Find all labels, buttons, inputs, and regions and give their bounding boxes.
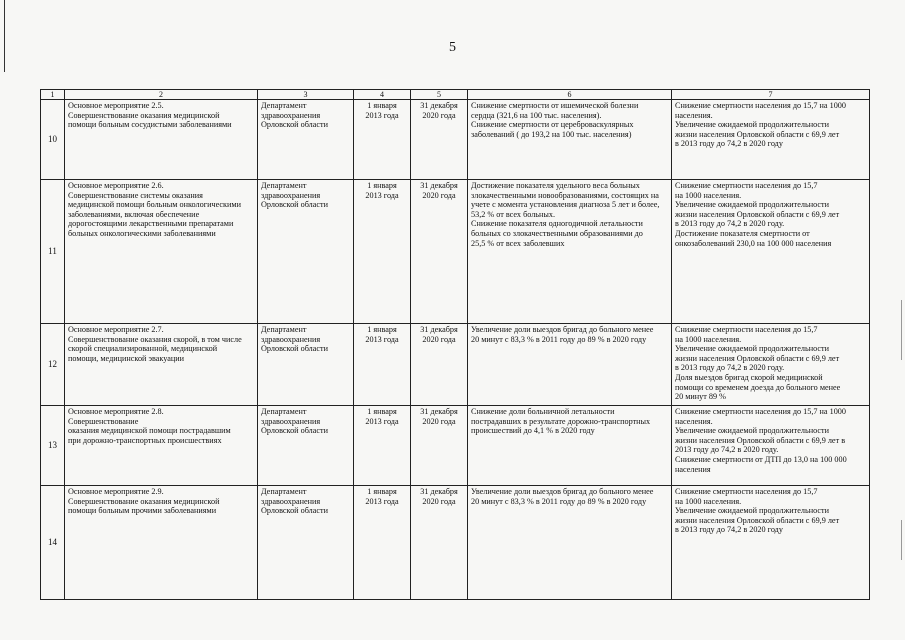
result-cell-line: жизни населения Орловской области с 69,9 лет (675, 209, 840, 219)
activity-cell-line: медицинской помощи больным онкологическими (68, 200, 241, 210)
activity-cell-line: Основное мероприятие 2.9. (68, 487, 164, 496)
result-cell-line: Снижение смертности населения до 15,7 (675, 181, 818, 190)
indicator-cell-line: 25,5 % от всех заболевших (471, 238, 565, 248)
indicator-cell-line: Достижение показателя удельного веса больных (471, 181, 640, 190)
activity-cell-line: помощи больным прочими заболеваниями (68, 506, 217, 516)
result-cell-line: населения. (675, 416, 713, 426)
table-row (41, 100, 870, 180)
indicator-cell-line: сердца (321,6 на 100 тыс. населения). (471, 110, 602, 120)
executor-cell-line: Орловской области (261, 426, 328, 436)
indicator-cell-line: 53,2 % от всех больных. (471, 209, 556, 219)
start-date-cell-line: 1 января (367, 101, 397, 110)
executor-cell-line: здравоохранения (261, 110, 321, 120)
header-cell: 1 (41, 90, 65, 100)
activity-cell-line: Совершенствование системы оказания (68, 190, 203, 200)
start-date-cell-line: 2013 года (365, 496, 399, 506)
activity-cell-line: заболеваниями, включая обеспечение (68, 209, 200, 219)
result-cell-line: Увеличение ожидаемой продолжительности (675, 506, 829, 516)
header-cell: 2 (65, 90, 258, 100)
activity-cell (65, 406, 258, 486)
executor-cell-line: Департамент (261, 407, 307, 416)
executor-cell-line: здравоохранения (261, 416, 321, 426)
result-cell-line: Увеличение ожидаемой продолжительности (675, 120, 829, 130)
end-date-cell (411, 324, 468, 406)
result-cell-line: в 2013 году до 74,2 в 2020 году. (675, 363, 785, 373)
activity-cell (65, 180, 258, 324)
row-number: 12 (41, 324, 65, 406)
result-cell-line: жизни населения Орловской области с 69,9 лет (675, 353, 840, 363)
start-date-cell-line: 1 января (367, 325, 397, 334)
result-cell-line: Увеличение ожидаемой продолжительности (675, 426, 829, 436)
start-date-cell (354, 324, 411, 406)
activity-cell-line: Совершенствование оказания скорой, в том числе (68, 334, 242, 344)
activity-cell-line: помощи больным сосудистыми заболеваниями (68, 120, 232, 130)
result-cell-line: Снижение смертности населения до 15,7 (675, 325, 818, 334)
activity-cell-line: больных онкологическими заболеваниями (68, 228, 216, 238)
result-cell (672, 486, 870, 600)
activity-cell-line: Совершенствование (68, 416, 139, 426)
executor-cell (258, 324, 354, 406)
result-cell-line: на 1000 населения. (675, 334, 742, 344)
indicator-cell-line: Увеличение доли выездов бригад до больного менее (471, 487, 654, 496)
result-cell-line: на 1000 населения. (675, 190, 742, 200)
result-cell (672, 100, 870, 180)
result-cell-line: на 1000 населения. (675, 496, 742, 506)
end-date-cell-line: 2020 года (422, 110, 456, 120)
activity-cell-line: Основное мероприятие 2.7. (68, 325, 164, 334)
end-date-cell-line: 2020 года (422, 496, 456, 506)
indicator-cell (468, 324, 672, 406)
header-cell: 4 (354, 90, 411, 100)
executor-cell (258, 486, 354, 600)
start-date-cell-line: 1 января (367, 181, 397, 190)
start-date-cell-line: 1 января (367, 407, 397, 416)
end-date-cell (411, 180, 468, 324)
result-cell (672, 406, 870, 486)
indicator-cell (468, 180, 672, 324)
result-cell (672, 180, 870, 324)
indicator-cell-line: происшествий до 4,1 % в 2020 году (471, 426, 595, 436)
row-number: 13 (41, 406, 65, 486)
indicator-cell-line: пострадавших в результате дорожно-транспортных (471, 416, 651, 426)
executor-cell-line: Орловской области (261, 344, 328, 354)
result-cell-line: Снижение смертности от ДТП до 13,0 на 100 000 (675, 454, 847, 464)
activity-cell-line: Основное мероприятие 2.5. (68, 101, 164, 110)
activity-cell (65, 486, 258, 600)
scan-edge-mark (901, 300, 902, 360)
header-row (41, 90, 870, 100)
result-cell-line: жизни населения Орловской области с 69,9 лет (675, 515, 840, 525)
activity-cell (65, 100, 258, 180)
executor-cell-line: Департамент (261, 487, 307, 496)
executor-cell-line: Орловской области (261, 506, 328, 516)
result-cell-line: в 2013 году до 74,2 в 2020 году. (675, 219, 785, 229)
executor-cell (258, 406, 354, 486)
activity-cell (65, 324, 258, 406)
executor-cell (258, 180, 354, 324)
executor-cell-line: Департамент (261, 181, 307, 190)
end-date-cell-line: 2020 года (422, 334, 456, 344)
activity-cell-line: Основное мероприятие 2.8. (68, 407, 164, 416)
end-date-cell-line: 31 декабря (420, 487, 458, 496)
start-date-cell-line: 2013 года (365, 110, 399, 120)
indicator-cell-line: Снижение смертности от ишемической болезни (471, 101, 639, 110)
executor-cell (258, 100, 354, 180)
indicator-cell-line: больных со злокачественными образованиями до (471, 228, 643, 238)
end-date-cell-line: 31 декабря (420, 325, 458, 334)
indicator-cell-line: 20 минут с 83,3 % в 2011 году до 89 % в 2020 году (471, 496, 647, 506)
header-cell: 3 (258, 90, 354, 100)
indicator-cell-line: 20 минут с 83,3 % в 2011 году до 89 % в 2020 году (471, 334, 647, 344)
row-number: 14 (41, 486, 65, 600)
indicator-cell (468, 406, 672, 486)
scan-edge-line (4, 0, 5, 72)
result-cell-line: Снижение смертности населения до 15,7 на 1000 (675, 101, 846, 110)
page-number: 5 (449, 40, 456, 55)
start-date-cell (354, 100, 411, 180)
indicator-cell-line: Снижение показателя одногодичной летальности (471, 219, 643, 229)
start-date-cell (354, 406, 411, 486)
result-cell-line: помощи со временем доезда до больного менее (675, 382, 841, 392)
start-date-cell-line: 2013 года (365, 334, 399, 344)
program-activities-table (40, 89, 870, 600)
result-cell-line: Снижение смертности населения до 15,7 (675, 487, 818, 496)
executor-cell-line: Департамент (261, 101, 307, 110)
activity-cell-line: дорогостоящими лекарственными препаратами (68, 219, 234, 229)
result-cell-line: населения. (675, 110, 713, 120)
end-date-cell-line: 2020 года (422, 416, 456, 426)
end-date-cell-line: 31 декабря (420, 101, 458, 110)
activity-cell-line: скорой специализированной, медицинской (68, 344, 218, 354)
end-date-cell (411, 100, 468, 180)
result-cell-line: 2013 году до 74,2 в 2020 году. (675, 445, 779, 455)
indicator-cell-line: Снижение доли больничной летальности (471, 407, 615, 416)
header-cell: 7 (672, 90, 870, 100)
indicator-cell (468, 486, 672, 600)
table-row (41, 406, 870, 486)
result-cell-line: Доля выездов бригад скорой медицинской (675, 372, 823, 382)
executor-cell-line: Орловской области (261, 200, 328, 210)
indicator-cell-line: Увеличение доли выездов бригад до больного менее (471, 325, 654, 334)
result-cell-line: в 2013 году до 74,2 в 2020 году (675, 139, 783, 149)
executor-cell-line: Департамент (261, 325, 307, 334)
result-cell-line: жизни населения Орловской области с 69,9 лет в (675, 435, 846, 445)
activity-cell-line: при дорожно-транспортных происшествиях (68, 435, 222, 445)
start-date-cell-line: 2013 года (365, 190, 399, 200)
executor-cell-line: Орловской области (261, 120, 328, 130)
activity-cell-line: Основное мероприятие 2.6. (68, 181, 164, 190)
result-cell (672, 324, 870, 406)
result-cell-line: Увеличение ожидаемой продолжительности (675, 344, 829, 354)
result-cell-line: 20 минут 89 % (675, 392, 726, 402)
header-cell: 5 (411, 90, 468, 100)
indicator-cell-line: злокачественными новообразованиями, состоящих на (471, 190, 659, 200)
end-date-cell-line: 2020 года (422, 190, 456, 200)
result-cell-line: Достижение показателя смертности от (675, 228, 810, 238)
start-date-cell (354, 486, 411, 600)
indicator-cell-line: Снижение смертности от цереброваскулярных (471, 120, 634, 130)
indicator-cell (468, 100, 672, 180)
end-date-cell (411, 406, 468, 486)
result-cell-line: в 2013 году до 74,2 в 2020 году (675, 525, 783, 535)
executor-cell-line: здравоохранения (261, 334, 321, 344)
end-date-cell (411, 486, 468, 600)
scan-edge-mark (901, 520, 902, 560)
indicator-cell-line: заболеваний ( до 193,2 на 100 тыс. населения) (471, 129, 632, 139)
result-cell-line: населения (675, 464, 711, 474)
table-row (41, 180, 870, 324)
indicator-cell-line: учете с момента установления диагноза 5 лет и более, (471, 200, 660, 210)
table-row (41, 324, 870, 406)
executor-cell-line: здравоохранения (261, 190, 321, 200)
start-date-cell-line: 2013 года (365, 416, 399, 426)
result-cell-line: Увеличение ожидаемой продолжительности (675, 200, 829, 210)
start-date-cell-line: 1 января (367, 487, 397, 496)
activity-cell-line: Совершенствование оказания медицинской (68, 110, 220, 120)
table-row (41, 486, 870, 600)
activity-cell-line: Совершенствование оказания медицинской (68, 496, 220, 506)
start-date-cell (354, 180, 411, 324)
activity-cell-line: помощи, медицинской эвакуации (68, 353, 185, 363)
executor-cell-line: здравоохранения (261, 496, 321, 506)
activity-cell-line: оказания медицинской помощи пострадавшим (68, 426, 231, 436)
row-number: 11 (41, 180, 65, 324)
row-number: 10 (41, 100, 65, 180)
result-cell-line: Снижение смертности населения до 15,7 на 1000 (675, 407, 846, 416)
end-date-cell-line: 31 декабря (420, 181, 458, 190)
header-cell: 6 (468, 90, 672, 100)
end-date-cell-line: 31 декабря (420, 407, 458, 416)
result-cell-line: жизни населения Орловской области с 69,9 лет (675, 129, 840, 139)
result-cell-line: онкозаболеваний 230,0 на 100 000 населения (675, 238, 832, 248)
